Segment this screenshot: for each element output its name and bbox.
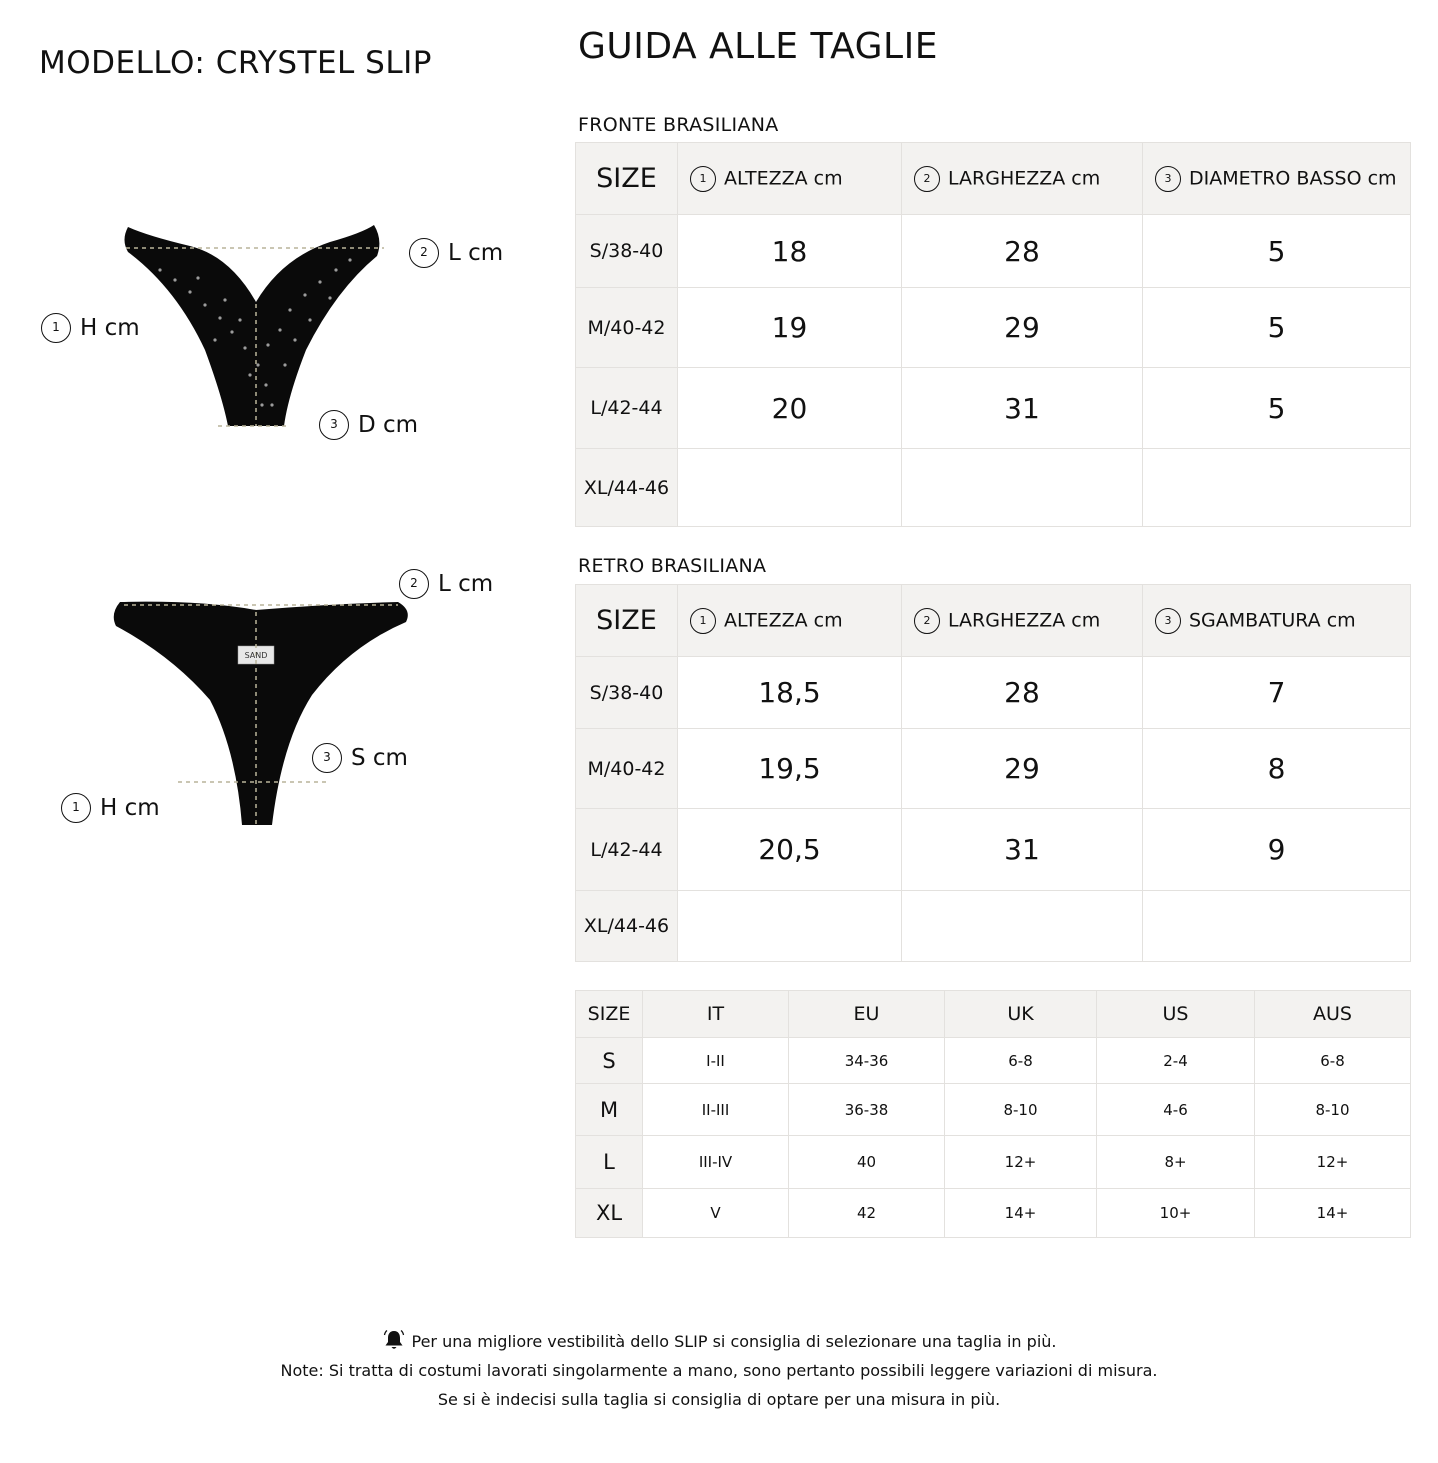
value-cell: 8-10 bbox=[945, 1084, 1097, 1136]
value-cell: 31 bbox=[902, 368, 1143, 449]
value-cell bbox=[902, 449, 1143, 527]
back-width-label bbox=[399, 569, 493, 599]
size-cell: S/38-40 bbox=[576, 215, 678, 288]
height-header: 1 ALTEZZA cm bbox=[678, 585, 902, 657]
label-text: L cm bbox=[448, 240, 504, 266]
value-cell: 31 bbox=[902, 809, 1143, 891]
value-cell: 36-38 bbox=[789, 1084, 945, 1136]
value-cell bbox=[1143, 449, 1411, 527]
value-cell bbox=[678, 449, 902, 527]
table-row bbox=[576, 809, 1411, 891]
size-cell: L/42-44 bbox=[576, 368, 678, 449]
value-cell: 10+ bbox=[1097, 1189, 1255, 1238]
value-cell: 29 bbox=[902, 288, 1143, 368]
size-header: SIZE bbox=[576, 143, 678, 215]
size-cell: M bbox=[576, 1084, 643, 1136]
value-cell bbox=[1143, 891, 1411, 962]
handmade-note bbox=[0, 1356, 1438, 1385]
value-cell: 18 bbox=[678, 215, 902, 288]
note-label: Note: bbox=[280, 1361, 324, 1380]
value-cell: 8+ bbox=[1097, 1136, 1255, 1189]
table-row bbox=[576, 1189, 1411, 1238]
brand-tag: SAND bbox=[244, 651, 268, 660]
value-cell: 5 bbox=[1143, 368, 1411, 449]
height-header: 1 ALTEZZA cm bbox=[678, 143, 902, 215]
table-row bbox=[576, 368, 1411, 449]
value-cell: 28 bbox=[902, 657, 1143, 729]
us-header: US bbox=[1097, 991, 1255, 1038]
value-cell: 6-8 bbox=[1255, 1038, 1411, 1084]
table-row bbox=[576, 449, 1411, 527]
footer-notes bbox=[0, 1327, 1438, 1414]
value-cell bbox=[678, 891, 902, 962]
leg-cut-header: 3 SGAMBATURA cm bbox=[1143, 585, 1411, 657]
value-cell: 7 bbox=[1143, 657, 1411, 729]
table-row bbox=[576, 1136, 1411, 1189]
value-cell: 20,5 bbox=[678, 809, 902, 891]
number-badge: 2 bbox=[399, 569, 429, 599]
diameter-header: 3 DIAMETRO BASSO cm bbox=[1143, 143, 1411, 215]
number-badge: 3 bbox=[312, 743, 342, 773]
value-cell: V bbox=[643, 1189, 789, 1238]
value-cell: 14+ bbox=[1255, 1189, 1411, 1238]
value-cell: 42 bbox=[789, 1189, 945, 1238]
size-cell: XL bbox=[576, 1189, 643, 1238]
guide-title: GUIDA ALLE TAGLIE bbox=[578, 26, 938, 67]
front-diameter-label bbox=[319, 410, 418, 440]
table-header-row bbox=[576, 585, 1411, 657]
value-cell: 9 bbox=[1143, 809, 1411, 891]
label-text: D cm bbox=[358, 412, 419, 438]
width-header: 2 LARGHEZZA cm bbox=[902, 585, 1143, 657]
number-badge: 2 bbox=[409, 238, 439, 268]
label-text: H cm bbox=[80, 315, 140, 341]
aus-header: AUS bbox=[1255, 991, 1411, 1038]
value-cell: 12+ bbox=[1255, 1136, 1411, 1189]
table-row bbox=[576, 657, 1411, 729]
model-title: MODELLO: CRYSTEL SLIP bbox=[39, 45, 432, 81]
value-cell: 6-8 bbox=[945, 1038, 1097, 1084]
undecided-note: Se si è indecisi sulla taglia si consiglia di optare per una misura in più. bbox=[437, 1390, 1001, 1409]
table-row bbox=[576, 729, 1411, 809]
back-height-label bbox=[61, 793, 160, 823]
label-text: S cm bbox=[351, 745, 408, 771]
table-row bbox=[576, 1038, 1411, 1084]
table-header-row bbox=[576, 991, 1411, 1038]
table-row bbox=[576, 215, 1411, 288]
value-cell: 40 bbox=[789, 1136, 945, 1189]
size-header: SIZE bbox=[576, 585, 678, 657]
size-cell: L bbox=[576, 1136, 643, 1189]
back-leg-cut-label bbox=[312, 743, 408, 773]
table-row bbox=[576, 1084, 1411, 1136]
value-cell: 8 bbox=[1143, 729, 1411, 809]
table-header-row bbox=[576, 143, 1411, 215]
number-badge: 1 bbox=[61, 793, 91, 823]
it-header: IT bbox=[643, 991, 789, 1038]
label-text: H cm bbox=[100, 795, 160, 821]
value-cell: 28 bbox=[902, 215, 1143, 288]
front-height-label bbox=[41, 313, 140, 343]
value-cell: 19 bbox=[678, 288, 902, 368]
size-cell: XL/44-46 bbox=[576, 891, 678, 962]
size-cell: XL/44-46 bbox=[576, 449, 678, 527]
width-header: 2 LARGHEZZA cm bbox=[902, 143, 1143, 215]
back-size-table bbox=[575, 584, 1411, 962]
front-size-table bbox=[575, 142, 1411, 527]
value-cell bbox=[902, 891, 1143, 962]
front-section-label: FRONTE BRASILIANA bbox=[578, 114, 779, 136]
size-cell: M/40-42 bbox=[576, 288, 678, 368]
table-row bbox=[576, 891, 1411, 962]
table-row bbox=[576, 288, 1411, 368]
fit-tip-text: Per una migliore vestibilità dello SLIP si consiglia di selezionare una taglia in più. bbox=[411, 1332, 1057, 1351]
bell-icon bbox=[382, 1329, 406, 1351]
note-text: Si tratta di costumi lavorati singolarmente a mano, sono pertanto possibili leggere variazioni di misura. bbox=[328, 1361, 1158, 1380]
front-width-label bbox=[409, 238, 503, 268]
value-cell: 20 bbox=[678, 368, 902, 449]
size-header: SIZE bbox=[576, 991, 643, 1038]
value-cell: II-III bbox=[643, 1084, 789, 1136]
eu-header: EU bbox=[789, 991, 945, 1038]
value-cell: 8-10 bbox=[1255, 1084, 1411, 1136]
size-conversion-table bbox=[575, 990, 1411, 1238]
value-cell: 34-36 bbox=[789, 1038, 945, 1084]
back-diagram bbox=[0, 560, 560, 840]
value-cell: 19,5 bbox=[678, 729, 902, 809]
value-cell: III-IV bbox=[643, 1136, 789, 1189]
size-cell: L/42-44 bbox=[576, 809, 678, 891]
value-cell: 12+ bbox=[945, 1136, 1097, 1189]
value-cell: 4-6 bbox=[1097, 1084, 1255, 1136]
value-cell: 14+ bbox=[945, 1189, 1097, 1238]
value-cell: 18,5 bbox=[678, 657, 902, 729]
value-cell: 29 bbox=[902, 729, 1143, 809]
size-cell: S/38-40 bbox=[576, 657, 678, 729]
number-badge: 3 bbox=[319, 410, 349, 440]
label-text: L cm bbox=[438, 571, 494, 597]
size-cell: S bbox=[576, 1038, 643, 1084]
value-cell: 5 bbox=[1143, 288, 1411, 368]
fit-tip bbox=[0, 1327, 1438, 1356]
back-section-label: RETRO BRASILIANA bbox=[578, 555, 767, 577]
value-cell: I-II bbox=[643, 1038, 789, 1084]
value-cell: 2-4 bbox=[1097, 1038, 1255, 1084]
front-diagram bbox=[0, 200, 560, 460]
uk-header: UK bbox=[945, 991, 1097, 1038]
number-badge: 1 bbox=[41, 313, 71, 343]
size-cell: M/40-42 bbox=[576, 729, 678, 809]
value-cell: 5 bbox=[1143, 215, 1411, 288]
